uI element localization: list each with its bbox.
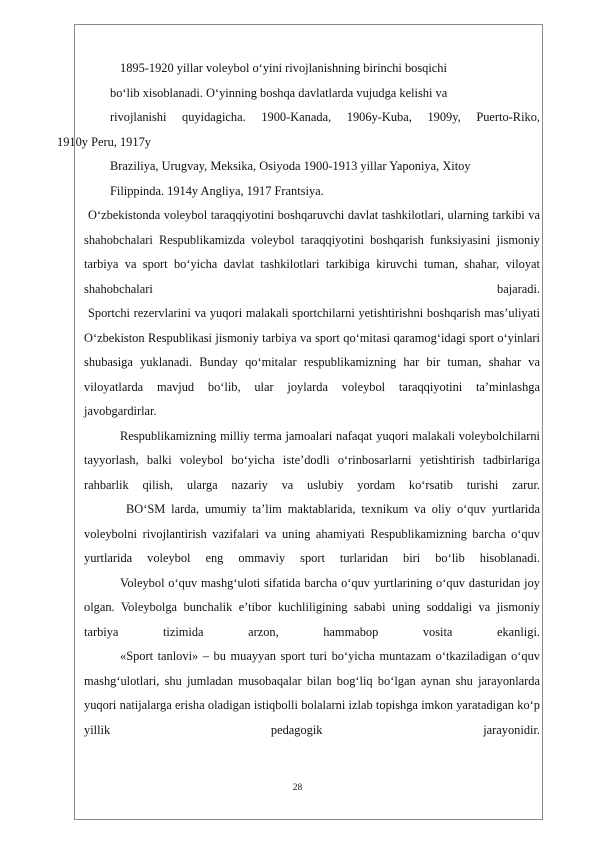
- history-line-4: 1910y Peru, 1917y: [57, 134, 151, 149]
- paragraph-sport-selection: «Sport tanlovi» – bu muayyan sport turi bo‘yicha muntazam o‘tkaziladigan o‘quv mashg‘ulotlari, shu jumladan musobaqalar bilan bog‘liq bo‘lgan aynan shu jarayonlarda yuqori natijalarga erisha oladigan istiqbolli bolalarni izlab topishga imkon yaratadigan ko‘p yillik pedagogik jarayonidir.: [84, 649, 540, 737]
- paragraph-national-teams: Respublikamizning milliy terma jamoalari nafaqat yuqori malakali voleybolchilarni tayyorlash, balki voleybol bo‘yicha iste’dodli o‘rinbosarlarni yetishtirish tadbirlariga rahbarlik qilish, ularga nazariy va uslubiy yordam ko‘rsatib turishi zarur.: [84, 428, 540, 492]
- history-line-3: rivojlanishi quyidagicha. 1900-Kanada, 1906y-Kuba, 1909y, Puerto-Riko,: [110, 110, 540, 124]
- paragraph-schools: BO‘SM larda, umumiy ta’lim maktablarida, texnikum va oliy o‘quv yurtlarida voleybolni rivojlantirish vazifalari va uning ahamiyati Respublikamizning barcha o‘quv yurtlarida voleybol eng ommaviy sport turlaridan biri bo‘lib hisoblanadi.: [84, 502, 540, 565]
- page-number: 28: [292, 783, 303, 793]
- history-line-6: Filippinda. 1914y Angliya, 1917 Frantsiya.: [110, 183, 324, 198]
- history-line-2: bo‘lib xisoblanadi. O‘yinning boshqa davlatlarda vujudga kelishi va: [110, 85, 448, 100]
- history-line-5: Braziliya, Urugvay, Meksika, Osiyoda 1900-1913 yillar Yaponiya, Xitoy: [110, 159, 471, 173]
- history-line-1: 1895-1920 yillar voleybol o‘yini rivojlanishning birinchi bosqichi: [120, 61, 447, 75]
- paragraph-training: Voleybol o‘quv mashg‘uloti sifatida barcha o‘quv yurtlarining o‘quv dasturidan joy olgan. Voleybolga bunchalik e’tibor kuchliligining sababi uning soddaligi va jismoniy tarbiya tizimida arzon, hammabop vosita ekanligi.: [84, 575, 540, 639]
- paragraph-reserves: Sportchi rezervlarini va yuqori malakali sportchilarni yetishtirishni boshqarish mas’uliyati O‘zbekiston Respublikasi jismoniy tarbiya va sport qo‘mitasi qaramog‘idagi sport o‘yinlari shubasiga yuklanadi. Bunday qo‘mitalar respublikamizning har bir tuman, shahar va viloyatlarda mavjud bo‘lib, ular joylarda voleybol taraqqiyotini ta’minlashga javobgardirlar.: [84, 306, 540, 418]
- document-body: [57, 56, 540, 742]
- paragraph-organizations: O‘zbekistonda voleybol taraqqiyotini boshqaruvchi davlat tashkilotlari, ularning tarkibi va shahobchalari Respublikamizda voleybol taraqqiyotini boshqarish funksiyasini jismoniy tarbiya va sport bo‘yicha davlat tashkilotlari tarkibiga kiruvchi tuman, shahar, viloyat shahobchalari bajaradi.: [84, 208, 540, 296]
